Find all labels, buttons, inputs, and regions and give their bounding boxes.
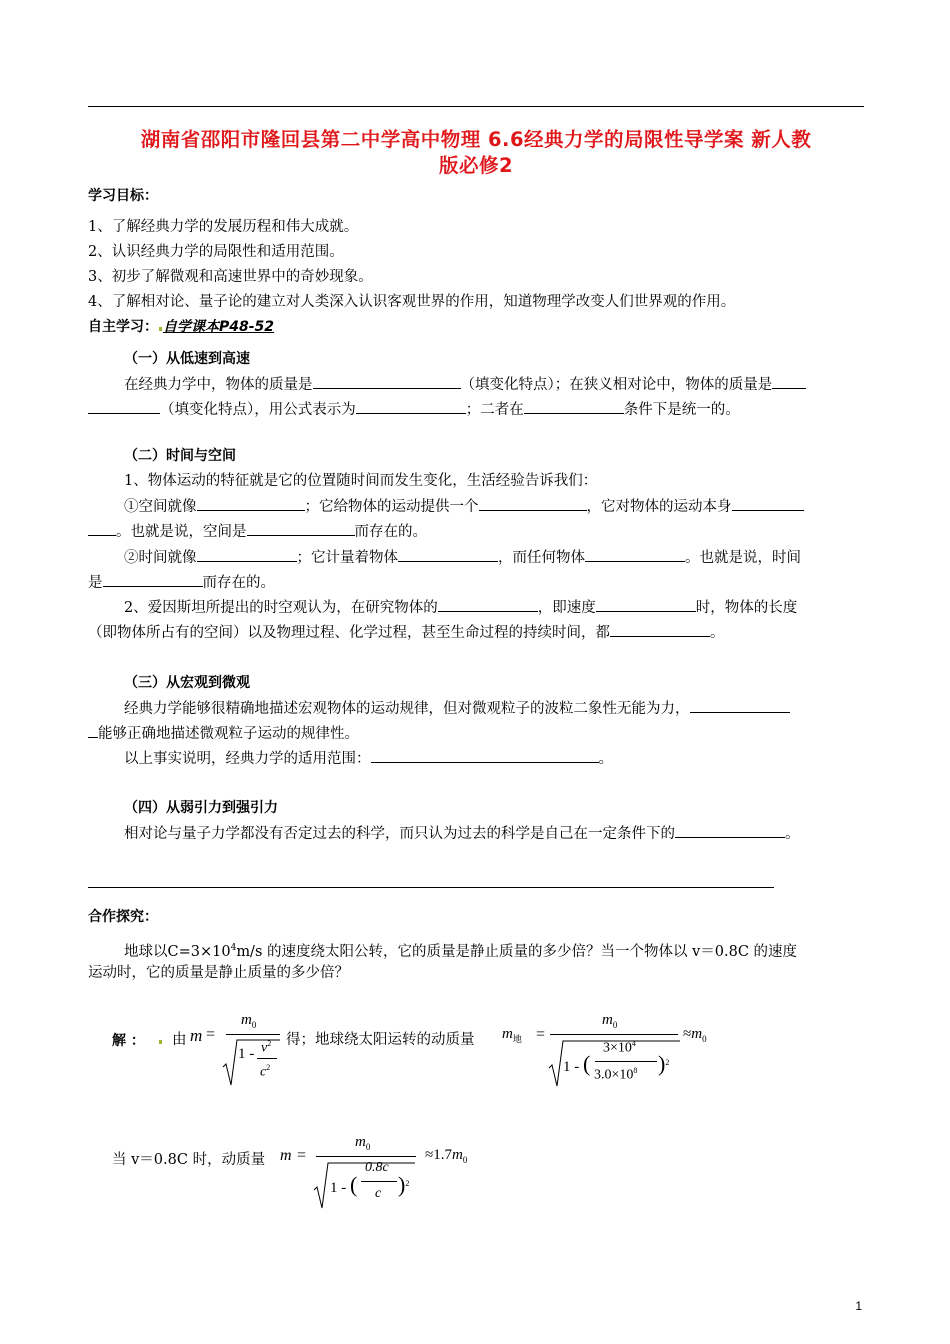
fraction-bar bbox=[361, 1181, 397, 1182]
fill-blank[interactable] bbox=[772, 374, 806, 389]
solution-by: 由 bbox=[172, 1032, 187, 1048]
subscript: 0 bbox=[365, 1142, 371, 1152]
text: 2、爱因斯坦所提出的时空观认为，在研究物体的 bbox=[124, 600, 438, 616]
solution-line2: 当 v＝0.8C 时，动质量 bbox=[112, 1152, 266, 1168]
section-heading: （三）从宏观到微观 bbox=[124, 675, 250, 691]
sec3-line3 bbox=[124, 748, 613, 769]
text: 时，物体的长度 bbox=[695, 600, 798, 616]
fraction-bar bbox=[550, 1034, 678, 1035]
m-symbol: m bbox=[241, 1012, 252, 1028]
text: （即物体所占有的空间）以及物理过程、化学过程，甚至生命过程的持续时间，都 bbox=[88, 625, 610, 641]
math-numerator bbox=[241, 1012, 256, 1030]
section-heading: （四）从弱引力到强引力 bbox=[124, 800, 278, 816]
fraction-bar bbox=[257, 1058, 277, 1059]
superscript: 2 bbox=[665, 1058, 670, 1067]
m-symbol: m bbox=[355, 1134, 366, 1150]
text: ，它对物体的运动本身 bbox=[586, 499, 732, 515]
section-heading: （一）从低速到高速 bbox=[124, 351, 250, 367]
text: ，即速度 bbox=[537, 600, 596, 616]
text: 能够正确地描述微观粒子运动的规律性。 bbox=[98, 726, 359, 742]
fill-blank[interactable] bbox=[88, 521, 116, 536]
text: ≈ bbox=[683, 1026, 692, 1042]
section-heading: （二）时间与空间 bbox=[124, 448, 236, 464]
math-one-minus bbox=[563, 1051, 590, 1077]
subscript: 地 bbox=[512, 1035, 522, 1045]
math-close bbox=[658, 1051, 669, 1077]
m-symbol: m bbox=[502, 1026, 513, 1042]
sec3-line1 bbox=[124, 698, 790, 719]
text: 3×10 bbox=[603, 1040, 632, 1056]
sqrt-icon bbox=[222, 1037, 282, 1089]
sec4-line1 bbox=[124, 823, 800, 844]
coop-heading: 合作探究： bbox=[88, 909, 158, 925]
coop-question-line1 bbox=[124, 938, 797, 962]
text: ；它计量着物体 bbox=[296, 550, 398, 566]
superscript: 8 bbox=[633, 1066, 638, 1075]
objectives-heading: 学习目标： bbox=[88, 188, 158, 204]
solution-got: 得；地球绕太阳运转的动质量 bbox=[286, 1032, 475, 1048]
text: ①空间就像 bbox=[124, 499, 197, 515]
math-v2 bbox=[261, 1039, 271, 1057]
text: 。 bbox=[710, 625, 725, 641]
fill-blank[interactable] bbox=[88, 723, 98, 738]
fill-blank[interactable] bbox=[88, 399, 160, 414]
math-m-earth bbox=[502, 1026, 522, 1045]
superscript: 2 bbox=[267, 1039, 272, 1048]
paren: ) bbox=[658, 1051, 666, 1076]
fill-blank[interactable] bbox=[103, 572, 203, 587]
text: m/s 的速度绕太阳公转，它的质量是静止质量的多少倍？当一个物体以 v＝0.8C 的速度 bbox=[236, 943, 798, 960]
fill-blank[interactable] bbox=[438, 597, 538, 612]
math-c: c bbox=[375, 1186, 382, 1201]
text: 。也就是说，时间 bbox=[685, 550, 801, 566]
text: 而存在的。 bbox=[354, 524, 427, 540]
paren: ( bbox=[583, 1051, 591, 1076]
marker-dot bbox=[159, 327, 162, 331]
top-rule bbox=[88, 106, 864, 107]
superscript: 4 bbox=[631, 1039, 636, 1048]
solution-label: 解 ： bbox=[112, 1033, 145, 1049]
marker-dot bbox=[159, 1040, 162, 1044]
objective-item: 4、了解相对论、量子论的建立对人类深入认识客观世界的作用，知道物理学改变人们世界观的作用。 bbox=[88, 294, 736, 310]
m-symbol: m bbox=[451, 1147, 463, 1163]
c-symbol: c bbox=[260, 1064, 267, 1080]
sec2-intro: 1、物体运动的特征就是它的位置随时间而发生变化，生活经验告诉我们： bbox=[124, 473, 598, 489]
page-number: 1 bbox=[855, 1299, 862, 1313]
paren: ) bbox=[398, 1172, 406, 1197]
fill-blank[interactable] bbox=[690, 698, 790, 713]
text: ②时间就像 bbox=[124, 550, 197, 566]
text: 以上事实说明，经典力学的适用范围： bbox=[124, 751, 371, 767]
fill-blank[interactable] bbox=[479, 496, 587, 511]
superscript: 4 bbox=[230, 943, 237, 953]
math-num-3e4 bbox=[603, 1039, 636, 1057]
sec2-line-a bbox=[124, 496, 804, 517]
fill-blank[interactable] bbox=[371, 748, 599, 763]
text: （填变化特点），用公式表示为 bbox=[160, 402, 356, 418]
text: 1 - bbox=[563, 1059, 580, 1075]
text: ；二者在 bbox=[465, 402, 524, 418]
text: 相对论与量子力学都没有否定过去的科学，而只认为过去的科学是自己在一定条件下的 bbox=[124, 826, 675, 842]
self-study-row bbox=[88, 316, 274, 336]
sec2-line-f bbox=[88, 622, 725, 643]
fill-blank[interactable] bbox=[596, 597, 696, 612]
section-divider bbox=[88, 887, 774, 888]
math-approx-17m0 bbox=[425, 1147, 467, 1165]
math-numerator bbox=[355, 1134, 370, 1152]
text: 经典力学能够很精确地描述宏观物体的运动规律，但对微观粒子的波粒二象性无能为力， bbox=[124, 701, 690, 717]
fraction-bar bbox=[316, 1156, 416, 1157]
math-m: m bbox=[280, 1147, 292, 1164]
page-title-line1: 湖南省邵阳市隆回县第二中学高中物理 6.6经典力学的局限性导学案 新人教 bbox=[140, 128, 812, 151]
superscript: 2 bbox=[266, 1063, 271, 1072]
text: ，而任何物体 bbox=[498, 550, 585, 566]
fill-blank[interactable] bbox=[585, 547, 685, 562]
superscript: 2 bbox=[405, 1179, 410, 1188]
subscript: 0 bbox=[702, 1034, 707, 1044]
math-c2 bbox=[260, 1063, 270, 1081]
sec1-line2 bbox=[88, 399, 740, 420]
fill-blank[interactable] bbox=[610, 622, 710, 637]
math-one-minus bbox=[330, 1172, 357, 1198]
math-08c: 0.8c bbox=[365, 1160, 389, 1175]
text: 。也就是说，空间是 bbox=[116, 524, 247, 540]
text: 而存在的。 bbox=[202, 575, 275, 591]
m-symbol: m bbox=[691, 1026, 703, 1042]
fill-blank[interactable] bbox=[197, 496, 305, 511]
fill-blank[interactable] bbox=[398, 547, 498, 562]
sec2-line-c bbox=[124, 547, 801, 568]
sec1-line1 bbox=[124, 374, 806, 395]
sec3-line2 bbox=[88, 723, 359, 744]
textbook-link[interactable]: 自学课本P48-52 bbox=[163, 319, 275, 335]
objective-item: 1、了解经典力学的发展历程和伟大成就。 bbox=[88, 219, 359, 235]
text: 1 - bbox=[330, 1180, 347, 1196]
text: ≈1.7 bbox=[425, 1147, 452, 1163]
fill-blank[interactable] bbox=[247, 521, 355, 536]
text: （填变化特点）；在狭义相对论中，物体的质量是 bbox=[460, 377, 773, 393]
math-approx-m0 bbox=[683, 1026, 707, 1044]
text: ；它给物体的运动提供一个 bbox=[304, 499, 479, 515]
text: 地球以C=3×10 bbox=[124, 943, 231, 960]
m-symbol: m bbox=[602, 1012, 613, 1028]
text: 条件下是统一的。 bbox=[623, 402, 740, 418]
fill-blank[interactable] bbox=[524, 399, 624, 414]
math-close bbox=[398, 1172, 409, 1198]
fill-blank[interactable] bbox=[197, 547, 297, 562]
math-eq: = bbox=[206, 1026, 216, 1043]
fill-blank[interactable] bbox=[313, 374, 461, 389]
subscript: 0 bbox=[251, 1020, 257, 1030]
text: 是 bbox=[88, 575, 103, 591]
subscript: 0 bbox=[462, 1155, 468, 1165]
math-numerator bbox=[602, 1012, 617, 1030]
subscript: 0 bbox=[612, 1020, 618, 1030]
objective-item: 3、初步了解微观和高速世界中的奇妙现象。 bbox=[88, 269, 373, 285]
math-one-minus: 1 - bbox=[238, 1046, 255, 1062]
fill-blank[interactable] bbox=[732, 496, 804, 511]
text: 。 bbox=[598, 751, 613, 767]
sec2-line-e bbox=[124, 597, 797, 618]
fill-blank[interactable] bbox=[675, 823, 785, 838]
math-m: m bbox=[190, 1026, 203, 1045]
paren: ( bbox=[350, 1172, 358, 1197]
coop-question-line2: 运动时，它的质量是静止质量的多少倍？ bbox=[88, 965, 349, 981]
fraction-bar bbox=[226, 1034, 280, 1035]
math-eq: = bbox=[536, 1026, 546, 1043]
self-study-label: 自主学习： bbox=[88, 319, 158, 335]
text: 在经典力学中，物体的质量是 bbox=[124, 377, 313, 393]
v-symbol: v bbox=[261, 1040, 268, 1056]
sec2-line-b bbox=[88, 521, 427, 542]
text: 。 bbox=[785, 826, 800, 842]
fill-blank[interactable] bbox=[356, 399, 466, 414]
math-den-3e8 bbox=[594, 1066, 637, 1084]
page-title-line2: 版必修2 bbox=[438, 154, 514, 177]
math-eq: = bbox=[297, 1147, 307, 1164]
sec2-line-d bbox=[88, 572, 275, 593]
text: 3.0×10 bbox=[594, 1067, 634, 1083]
fraction-bar bbox=[595, 1061, 657, 1062]
objective-item: 2、认识经典力学的局限性和适用范围。 bbox=[88, 244, 344, 260]
